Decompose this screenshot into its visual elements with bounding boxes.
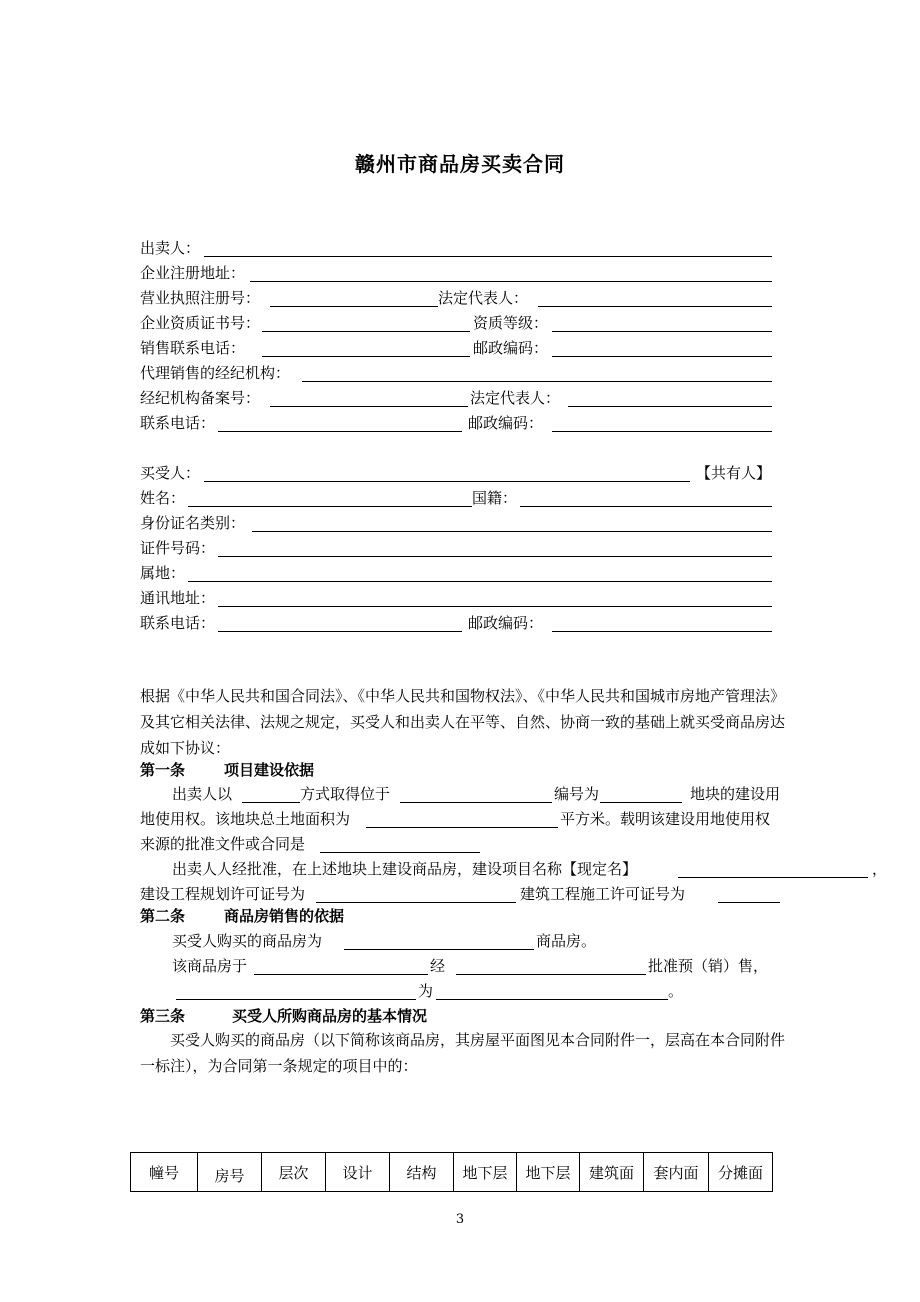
a1-project-name-field[interactable]: [678, 877, 868, 878]
license-no-field[interactable]: [270, 306, 438, 307]
license-row: [140, 288, 780, 310]
seller-label: 出卖人：: [140, 239, 201, 257]
article1-line1: [172, 784, 792, 806]
a1-text-e: 地使用权。该地块总土地面积为: [140, 810, 351, 828]
article1-heading: [140, 760, 315, 780]
article3-number: 第三条: [140, 1007, 186, 1025]
address-label: 通讯地址：: [140, 589, 216, 607]
agency-label: 代理销售的经纪机构：: [140, 364, 291, 382]
a1-text-g: 来源的批准文件或合同是: [140, 835, 306, 853]
a1-planning-permit-field[interactable]: [316, 902, 516, 903]
postcode2-field[interactable]: [552, 431, 772, 432]
address-field[interactable]: [218, 606, 772, 607]
agency-field[interactable]: [302, 381, 772, 382]
co-owner-label: 【共有人】: [696, 464, 772, 482]
table-header-cell: 套内面: [644, 1153, 709, 1192]
buyer-row: [140, 463, 780, 485]
a1-method-field[interactable]: [242, 802, 300, 803]
preamble: 根据《中华人民共和国合同法》、《中华人民共和国物权法》、《中华人民共和国城市房地产管理法》及其它相关法律、法规之规定，买受人和出卖人在平等、自然、协商一致的基础上就买受商品房达成如下协议：: [140, 687, 786, 757]
name-field[interactable]: [188, 506, 472, 507]
id-no-row: [140, 538, 780, 560]
a1-text-j: 建筑工程施工许可证号为: [520, 885, 686, 903]
reg-address-field[interactable]: [250, 281, 772, 282]
table-header-cell: 地下层: [454, 1153, 517, 1192]
article2-heading: [140, 906, 345, 926]
a1-text-b: 方式取得位于: [300, 785, 391, 803]
license-no-label: 营业执照注册号：: [140, 289, 261, 307]
article2-line1: [172, 931, 792, 953]
article3-title: 买受人所购商品房的基本情况: [232, 1007, 428, 1025]
page-number: 3: [455, 1212, 465, 1227]
seller-row: [140, 238, 780, 260]
buyer-postcode-field[interactable]: [552, 631, 772, 632]
table-header-cell: 幢号: [131, 1153, 198, 1192]
domicile-row: [140, 563, 780, 585]
a2-text-f: 为: [418, 982, 434, 1000]
buyer-label: 买受人：: [140, 464, 201, 482]
id-type-label: 身份证名类别：: [140, 514, 246, 532]
article2-line2: [172, 956, 792, 978]
article1-number: 第一条: [140, 761, 186, 779]
a1-text-d: 地块的建设用: [690, 785, 781, 803]
table-header-cell: 设计: [326, 1153, 390, 1192]
qual-row: [140, 313, 780, 335]
agency-legal-rep-field[interactable]: [568, 406, 772, 407]
article2-number: 第二条: [140, 907, 186, 925]
table-header-cell: 层次: [262, 1153, 326, 1192]
seller-field[interactable]: [204, 256, 772, 257]
table-header-cell: 房号: [198, 1153, 262, 1192]
a2-text-d: 经: [430, 957, 446, 975]
a1-text-c: 编号为: [554, 785, 600, 803]
article3-heading: [140, 1006, 428, 1026]
table-header-cell: 分摊面: [709, 1153, 773, 1192]
agency-phone-row: [140, 413, 780, 435]
postcode2-label: 邮政编码：: [468, 414, 544, 432]
id-type-field[interactable]: [252, 531, 772, 532]
a2-permit-number-field[interactable]: [436, 999, 668, 1000]
contract-title: 赣州市商品房买卖合同: [355, 152, 565, 176]
a1-area-field[interactable]: [366, 827, 558, 828]
buyer-postcode-label: 邮政编码：: [468, 614, 544, 632]
article3-text: 买受人购买的商品房（以下简称该商品房，其房屋平面图见本合同附件一，层高在本合同附件一标注），为合同第一条规定的项目中的：: [140, 1031, 786, 1075]
phone-field[interactable]: [218, 431, 462, 432]
buyer-phone-row: [140, 613, 780, 635]
a2-text-b: 商品房。: [536, 932, 597, 950]
agency-record-field[interactable]: [270, 406, 468, 407]
nationality-field[interactable]: [520, 506, 772, 507]
phone-label: 联系电话：: [140, 414, 216, 432]
table-header-row: [131, 1153, 773, 1192]
name-row: [140, 488, 780, 510]
buyer-phone-label: 联系电话：: [140, 614, 216, 632]
a2-authority-field[interactable]: [456, 974, 646, 975]
agency-row: [140, 363, 780, 385]
a2-date-field[interactable]: [254, 974, 428, 975]
legal-rep-label: 法定代表人：: [438, 289, 529, 307]
legal-rep-field[interactable]: [538, 306, 772, 307]
a1-text-comma: ，: [872, 860, 888, 878]
id-no-field[interactable]: [218, 556, 772, 557]
a1-text-a: 出卖人以: [172, 785, 233, 803]
property-table: [130, 1152, 773, 1192]
a1-location-field[interactable]: [400, 802, 552, 803]
reg-address-label: 企业注册地址：: [140, 264, 246, 282]
article2-title: 商品房销售的依据: [224, 907, 345, 925]
domicile-field[interactable]: [188, 581, 772, 582]
a1-approval-doc-field[interactable]: [320, 852, 480, 853]
buyer-phone-field[interactable]: [218, 631, 462, 632]
sales-phone-row: [140, 338, 780, 360]
qual-grade-field[interactable]: [552, 331, 772, 332]
agency-record-row: [140, 388, 780, 410]
table-header-cell: 地下层: [517, 1153, 580, 1192]
table-header-cell: 建筑面: [580, 1153, 644, 1192]
a2-text-g: 。: [668, 982, 684, 1000]
table-header-cell: 结构: [390, 1153, 454, 1192]
reg-address-row: [140, 263, 780, 285]
id-type-row: [140, 513, 780, 535]
a1-number-field[interactable]: [600, 802, 682, 803]
qual-cert-label: 企业资质证书号：: [140, 314, 261, 332]
article2-line3: [172, 981, 792, 1003]
sales-phone-label: 销售联系电话：: [140, 339, 246, 357]
a2-house-type-field[interactable]: [344, 949, 534, 950]
article1-line2: [140, 809, 780, 831]
article1-line3: [140, 834, 780, 856]
address-row: [140, 588, 780, 610]
a2-text-a: 买受人购买的商品房为: [172, 932, 323, 950]
a2-text-c: 该商品房于: [172, 957, 248, 975]
sales-phone-field[interactable]: [262, 356, 470, 357]
a2-text-e: 批准预（销）售，: [648, 957, 769, 975]
agency-legal-rep-label: 法定代表人：: [470, 389, 561, 407]
a1-construction-permit-field[interactable]: [718, 902, 780, 903]
postcode-field[interactable]: [552, 356, 772, 357]
article1-title: 项目建设依据: [224, 761, 315, 779]
buyer-field[interactable]: [204, 481, 690, 482]
article1-line5: [140, 884, 780, 906]
nationality-label: 国籍：: [472, 489, 518, 507]
a1-text-i: 建设工程规划许可证号为: [140, 885, 306, 903]
a1-text-f: 平方米。载明该建设用地使用权: [560, 810, 771, 828]
postcode-label: 邮政编码：: [473, 339, 549, 357]
name-label: 姓名：: [140, 489, 186, 507]
article1-line4: [172, 859, 892, 881]
domicile-label: 属地：: [140, 564, 186, 582]
qual-cert-field[interactable]: [262, 331, 470, 332]
a1-text-h: 出卖人人经批准，在上述地块上建设商品房，建设项目名称【现定名】: [172, 860, 638, 878]
qual-grade-label: 资质等级：: [473, 314, 549, 332]
id-no-label: 证件号码：: [140, 539, 216, 557]
a2-permit-field[interactable]: [176, 999, 416, 1000]
agency-record-label: 经纪机构备案号：: [140, 389, 261, 407]
